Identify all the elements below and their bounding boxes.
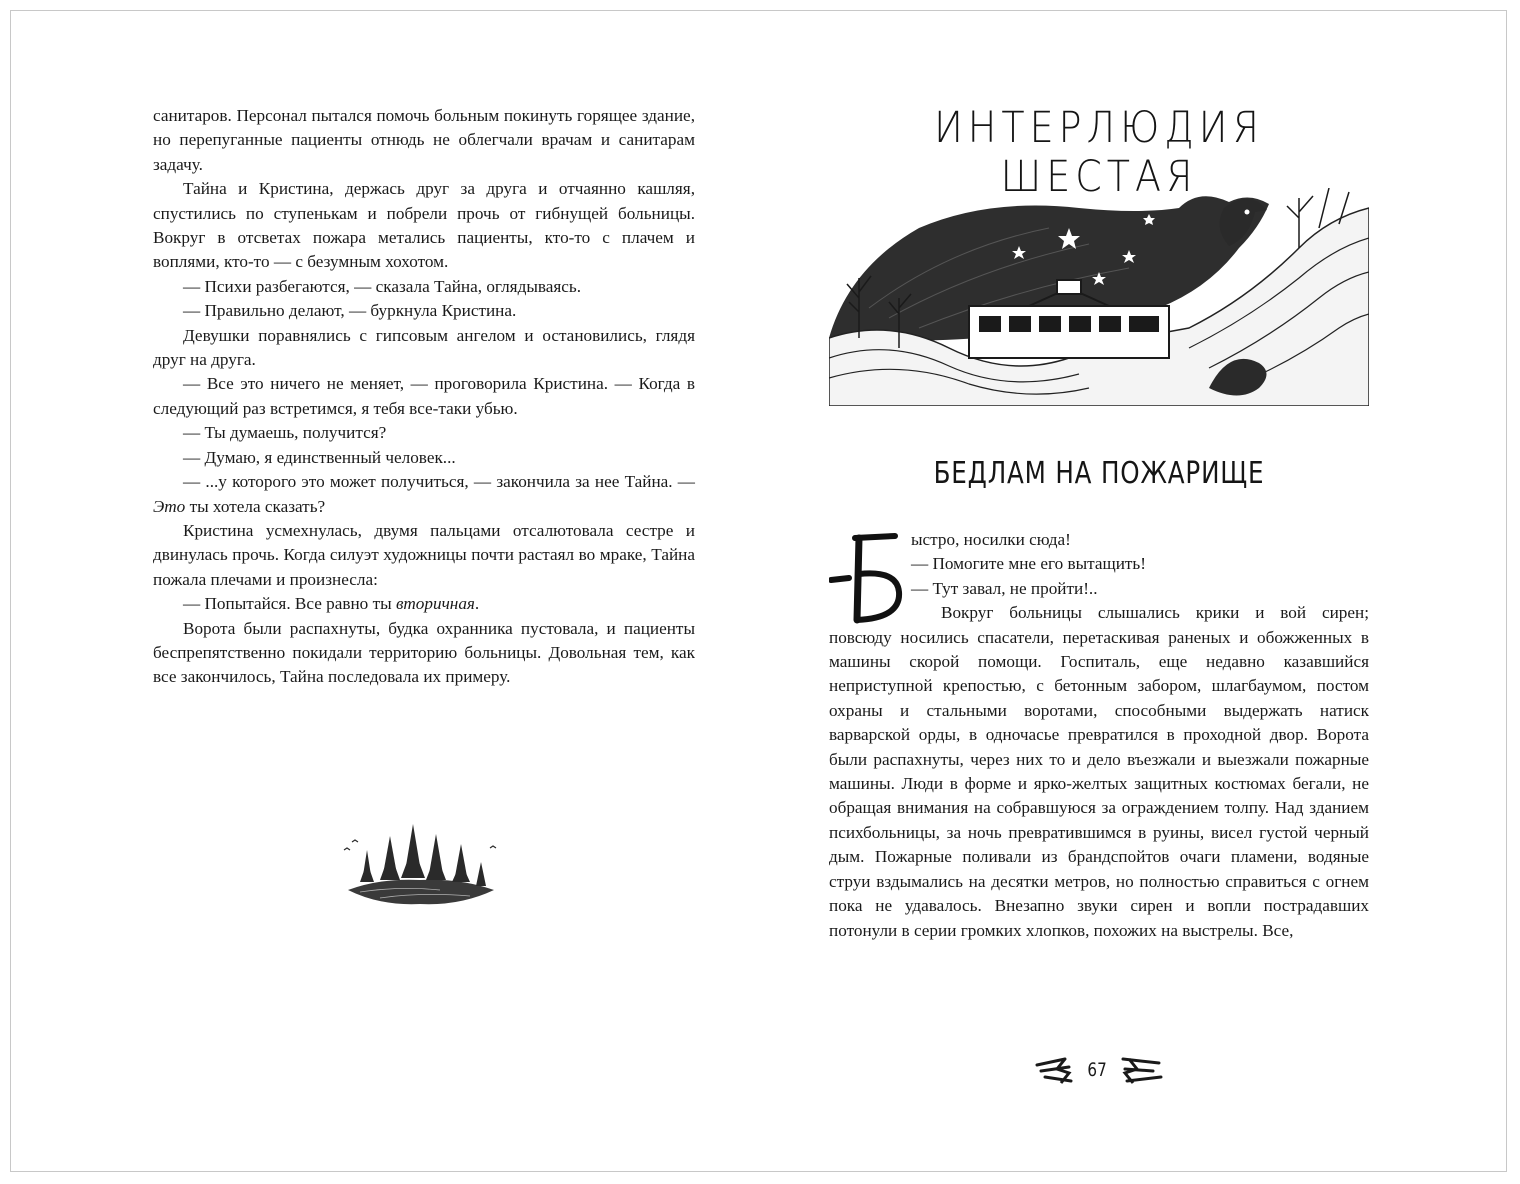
left-ornament-icon [1035,1055,1075,1085]
left-paragraph: Тайна и Кристина, держась друг за друга и отчаянно кашляя, спустились по ступенькам и побрели прочь от гибнущей больницы. Вокруг в отсветах пожара метались пациенты, кто-то с плачем и воплями, кто-то — с безумным хохотом. [153,179,695,272]
left-paragraph: — Правильно делают, — буркнула Кристина. [183,301,517,321]
chapter-title: ИНТЕРЛЮДИЯ ШЕСТАЯ [934,102,1264,202]
right-ornament-icon [1119,1055,1163,1085]
dropcap-line: ыстро, носилки сюда! [911,530,1071,549]
right-paragraph: повсюду носились спасатели, перетаскивая раненых и обожженных в машины скорой помощи. Госпиталь, еще недавно казавшийся неприступной крепостью, с бетонным забором, шлагбаумом, постом охраны и стальными воротами, способными выдержать натиск варварской орды, в одночасье превратился в проходной двор. Ворота были распахнуты, через них то и дело въезжали и выезжали пожарные машины. Люди в форме и ярко-желтых защитных костюмах бегали, не обращая внимания на собравшуюся за ограждением толпу. Над зданием психбольницы, за ночь превратившимся в руины, висел густой черный дым. Пожарные поливали из брандспойтов очаги пламени, водяные струи вздымались на десятки метров, но полностью справиться с огнем пока не удавалось. Внезапно звуки сирен и вопли пострадавших потонули в серии громких хлопков, похожих на выстрелы. Все, [829,627,1369,940]
left-paragraph: Девушки поравнялись с гипсовым ангелом и остановились, глядя друг на друга. [153,325,695,370]
dropcap-block [829,528,1369,626]
dropcap-line: Вокруг больницы слышались крики и вой сирен; [941,603,1369,623]
left-paragraph: — ...у которого это может получиться, — закончила за нее Тайна. — Это ты хотела сказать? [153,472,695,516]
left-paragraph: — Думаю, я единственный человек... [183,447,456,467]
page-number: 67 [1087,1059,1107,1081]
left-paragraph: Кристина усмехнулась, двумя пальцами отсалютовала сестре и двинулась прочь. Когда силуэт художницы почти растаял во мраке, Тайна пожала плечами и произнесла: [153,520,695,589]
forest-vignette-icon [340,820,502,910]
left-paragraph: санитаров. Персонал пытался помочь больным покинуть горящее здание, но перепуганные пациенты отнюдь не облегчали врачам и санитарам задачу. [153,106,695,174]
dropcap-line: — Помогите мне его вытащить! [911,554,1146,574]
left-page [153,104,695,690]
emphasis-text: вторичная [395,594,475,614]
left-paragraph: — Психи разбегаются, — сказала Тайна, оглядываясь. [183,276,582,296]
section-title: БЕДЛАМ НА ПОЖАРИЩЕ [933,456,1265,491]
left-paragraph: — Попытайся. Все равно ты вторичная. [183,594,480,614]
left-paragraph: — Ты думаешь, получится? [183,423,387,443]
dropcap-line: — Тут завал, не пройти!.. [911,578,1098,598]
left-paragraph: Ворота были распахнуты, будка охранника пустовала, и пациенты беспрепятственно покидали территорию больницы. Довольная тем, как все закончилось, Тайна последовала их примеру. [153,618,695,687]
emphasis-text: Это [153,496,186,516]
left-paragraph: — Все это ничего не меняет, — проговорила Кристина. — Когда в следующий раз встретимся, я тебя все-таки убью. [153,374,695,418]
page-footer [1024,1052,1174,1088]
chapter-illustration-icon [829,188,1369,406]
right-body [829,528,1369,943]
dropcap-letter [829,530,907,626]
dropcap-glyph-icon [829,530,907,626]
